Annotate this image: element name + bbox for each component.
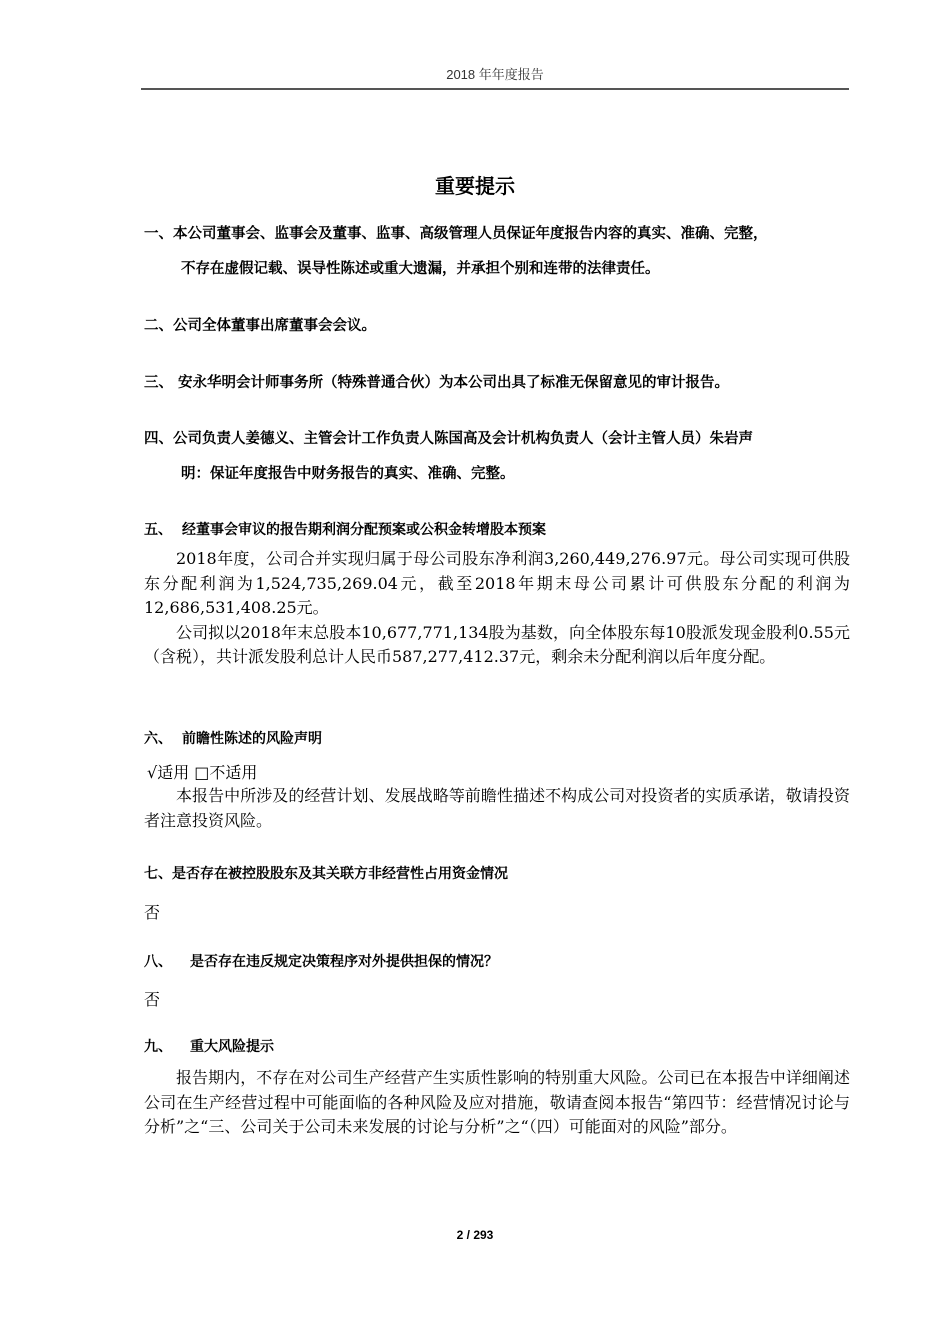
- section-8-answer: 否: [144, 990, 161, 1009]
- section-3: [144, 371, 729, 392]
- section-4-line-1: [144, 427, 753, 448]
- header-divider: [141, 88, 849, 90]
- applicable-checkbox: √适用: [147, 763, 190, 782]
- section-text: 公司全体董事出席董事会会议。: [173, 318, 376, 334]
- section-number: 六、: [144, 731, 172, 747]
- page-title: 重要提示: [435, 174, 515, 198]
- section-number: 一、: [144, 226, 173, 242]
- section-heading: 前瞻性陈述的风险声明: [182, 731, 322, 747]
- section-5-heading: [144, 519, 546, 539]
- not-applicable-checkbox: □不适用: [194, 763, 258, 782]
- section-4-line-2: 明：保证年度报告中财务报告的真实、准确、完整。: [181, 466, 515, 482]
- section-9-body: [144, 1066, 850, 1140]
- section-number: 五、: [144, 522, 172, 538]
- page-header: 2018 年年度报告: [446, 67, 544, 82]
- section-heading: 是否存在违反规定决策程序对外提供担保的情况？: [190, 954, 498, 970]
- section-heading: 重大风险提示: [190, 1039, 274, 1055]
- paragraph: 2018年度，公司合并实现归属于母公司股东净利润3,260,449,276.97元。母公司实现可供股东分配利润为1,524,735,269.04元，截至2018年期末母公司累计可供股东分配的利润为12,686,531,408.25元。: [144, 549, 850, 617]
- section-7-answer: 否: [144, 903, 161, 922]
- section-9-heading: [144, 1036, 274, 1056]
- page-indicator: 2 / 293: [456, 1228, 494, 1242]
- section-heading: 经董事会审议的报告期利润分配预案或公积金转增股本预案: [182, 522, 546, 538]
- section-number: 三、: [144, 375, 173, 391]
- paragraph: 公司拟以2018年末总股本10,677,771,134股为基数，向全体股东每10股派发现金股利0.55元（含税），共计派发股利总计人民币587,277,412.37元，剩余未分配利润以后年度分配。: [144, 622, 850, 666]
- section-5-body: [144, 547, 850, 670]
- section-8-heading: [144, 951, 498, 971]
- section-number: 二、: [144, 318, 173, 334]
- section-1-line-1: [144, 222, 768, 243]
- paragraph: 报告期内，不存在对公司生产经营产生实质性影响的特别重大风险。公司已在本报告中详细阐述公司在生产经营过程中可能面临的各种风险及应对措施，敬请查阅本报告“第四节：经营情况讨论与分析”之“三、公司关于公司未来发展的讨论与分析”之“（四）可能面对的风险”部分。: [144, 1068, 850, 1136]
- section-1-line-2: 不存在虚假记载、误导性陈述或重大遗漏，并承担个别和连带的法律责任。: [181, 261, 660, 277]
- section-7-heading: [144, 863, 508, 883]
- section-6-heading: [144, 728, 322, 748]
- section-text: 本公司董事会、监事会及董事、监事、高级管理人员保证年度报告内容的真实、准确、完整，: [173, 226, 768, 242]
- section-number: 九、: [144, 1039, 172, 1055]
- section-number: 七、: [144, 866, 172, 882]
- section-6-body: [144, 784, 850, 833]
- section-heading: 是否存在被控股股东及其关联方非经营性占用资金情况: [172, 866, 508, 882]
- section-number: 四、: [144, 431, 173, 447]
- applicability-options: [147, 760, 257, 783]
- section-text: 公司负责人姜德义、主管会计工作负责人陈国高及会计机构负责人（会计主管人员）朱岩声: [173, 431, 753, 447]
- paragraph: 本报告中所涉及的经营计划、发展战略等前瞻性描述不构成公司对投资者的实质承诺，敬请投资者注意投资风险。: [144, 786, 850, 830]
- section-text: 安永华明会计师事务所（特殊普通合伙）为本公司出具了标准无保留意见的审计报告。: [173, 375, 730, 391]
- section-2: [144, 314, 376, 335]
- section-number: 八、: [144, 954, 172, 970]
